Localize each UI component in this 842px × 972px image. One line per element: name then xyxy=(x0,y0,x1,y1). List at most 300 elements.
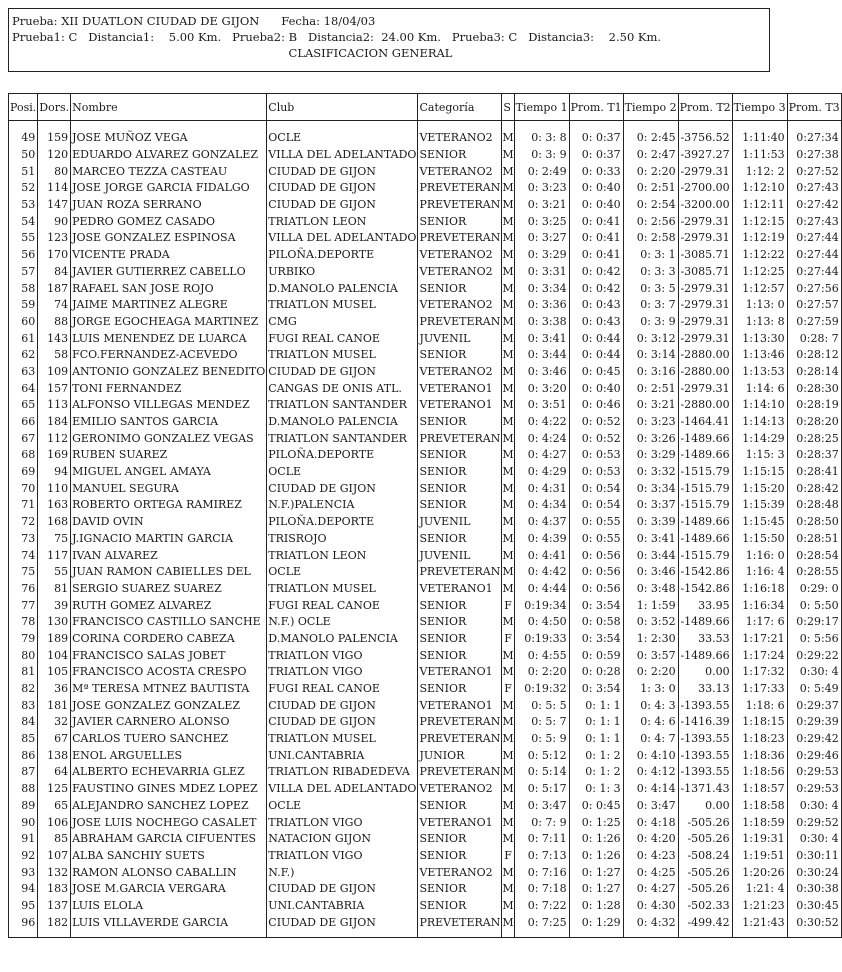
cell-club: TRIATLON VIGO xyxy=(267,664,418,681)
cell-avg1: 0: 1: 3 xyxy=(569,781,623,798)
end-cell xyxy=(418,931,502,938)
cell-name: ALFONSO VILLEGAS MENDEZ xyxy=(71,397,267,414)
cell-club: D.MANOLO PALENCIA xyxy=(267,280,418,297)
race-header xyxy=(8,8,770,72)
table-row xyxy=(9,497,842,514)
cell-club: D.MANOLO PALENCIA xyxy=(267,631,418,648)
cell-club: D.MANOLO PALENCIA xyxy=(267,414,418,431)
cell-time1: 0: 3:29 xyxy=(514,247,569,264)
end-cell xyxy=(569,931,623,938)
cell-sex: M xyxy=(502,514,514,531)
cell-avg2: -502.33 xyxy=(678,898,732,915)
cell-avg1: 0: 0:40 xyxy=(569,380,623,397)
cell-time1: 0: 4:41 xyxy=(514,547,569,564)
cell-avg2: -499.42 xyxy=(678,914,732,931)
cell-avg3: 0:27:43 xyxy=(787,213,841,230)
cell-club: CIUDAD DE GIJON xyxy=(267,180,418,197)
cell-position: 83 xyxy=(9,697,38,714)
race-title-line: Prueba: XII DUATLON CIUDAD DE GIJON Fecha: 18/04/03 xyxy=(12,14,376,28)
cell-sex: M xyxy=(502,397,514,414)
cell-category: VETERANO1 xyxy=(418,814,502,831)
cell-name: JAIME MARTINEZ ALEGRE xyxy=(71,297,267,314)
cell-sex: M xyxy=(502,163,514,180)
cell-sex: M xyxy=(502,814,514,831)
spacer-cell xyxy=(71,121,267,131)
cell-club: VILLA DEL ADELANTADO xyxy=(267,147,418,164)
cell-name: J.IGNACIO MARTIN GARCIA xyxy=(71,531,267,548)
table-row xyxy=(9,230,842,247)
cell-name: JUAN RAMON CABIELLES DEL xyxy=(71,564,267,581)
cell-time3: 1:16:18 xyxy=(732,581,787,598)
cell-club: CIUDAD DE GIJON xyxy=(267,914,418,931)
cell-avg2: -1515.79 xyxy=(678,497,732,514)
cell-time1: 0: 3:38 xyxy=(514,314,569,331)
cell-time3: 1:12:11 xyxy=(732,197,787,214)
cell-name: CORINA CORDERO CABEZA xyxy=(71,631,267,648)
cell-avg1: 0: 0:33 xyxy=(569,163,623,180)
cell-avg2: -505.26 xyxy=(678,831,732,848)
cell-avg2: -2979.31 xyxy=(678,213,732,230)
cell-avg3: 0:28:19 xyxy=(787,397,841,414)
table-row xyxy=(9,547,842,564)
cell-avg1: 0: 0:56 xyxy=(569,564,623,581)
cell-sex: M xyxy=(502,430,514,447)
cell-time1: 0: 2:20 xyxy=(514,664,569,681)
cell-bib: 85 xyxy=(38,831,71,848)
cell-sex: M xyxy=(502,798,514,815)
cell-bib: 183 xyxy=(38,881,71,898)
table-row xyxy=(9,781,842,798)
cell-category: PREVETERAN xyxy=(418,180,502,197)
table-row xyxy=(9,564,842,581)
spacer-cell xyxy=(514,121,569,131)
cell-avg3: 0:30:52 xyxy=(787,914,841,931)
cell-bib: 187 xyxy=(38,280,71,297)
cell-time3: 1:14:13 xyxy=(732,414,787,431)
cell-name: GERONIMO GONZALEZ VEGAS xyxy=(71,430,267,447)
cell-club: N.F.) OCLE xyxy=(267,614,418,631)
end-cell xyxy=(787,931,841,938)
cell-position: 49 xyxy=(9,130,38,147)
table-row xyxy=(9,597,842,614)
cell-name: CARLOS TUERO SANCHEZ xyxy=(71,731,267,748)
cell-time2: 0: 2:51 xyxy=(623,380,678,397)
cell-avg3: 0:28: 7 xyxy=(787,330,841,347)
cell-position: 89 xyxy=(9,798,38,815)
cell-time2: 0: 4:14 xyxy=(623,781,678,798)
cell-sex: M xyxy=(502,280,514,297)
cell-avg2: -1489.66 xyxy=(678,614,732,631)
cell-time1: 0: 4:39 xyxy=(514,531,569,548)
cell-avg2: -1515.79 xyxy=(678,464,732,481)
cell-time3: 1:12:22 xyxy=(732,247,787,264)
table-row xyxy=(9,731,842,748)
cell-time3: 1:21:23 xyxy=(732,898,787,915)
cell-name: LUIS MENENDEZ DE LUARCA xyxy=(71,330,267,347)
table-row xyxy=(9,130,842,147)
cell-club: CANGAS DE ONIS ATL. xyxy=(267,380,418,397)
cell-avg1: 0: 1: 1 xyxy=(569,731,623,748)
cell-avg3: 0:30:45 xyxy=(787,898,841,915)
cell-category: VETERANO2 xyxy=(418,864,502,881)
cell-avg1: 0: 1: 1 xyxy=(569,697,623,714)
cell-avg1: 0: 0:41 xyxy=(569,247,623,264)
cell-bib: 32 xyxy=(38,714,71,731)
cell-avg2: -1489.66 xyxy=(678,514,732,531)
spacer-row xyxy=(9,121,842,131)
cell-time3: 1:14:29 xyxy=(732,430,787,447)
table-row xyxy=(9,197,842,214)
cell-avg3: 0:29:39 xyxy=(787,714,841,731)
cell-club: N.F.)PALENCIA xyxy=(267,497,418,514)
cell-club: TRIATLON MUSEL xyxy=(267,297,418,314)
cell-avg1: 0: 1:25 xyxy=(569,814,623,831)
cell-name: FAUSTINO GINES MDEZ LOPEZ xyxy=(71,781,267,798)
cell-category: SENIOR xyxy=(418,147,502,164)
cell-name: MIGUEL ANGEL AMAYA xyxy=(71,464,267,481)
cell-time2: 0: 4: 6 xyxy=(623,714,678,731)
table-row xyxy=(9,614,842,631)
spacer-cell xyxy=(502,121,514,131)
cell-time1: 0: 7: 9 xyxy=(514,814,569,831)
cell-time2: 0: 3:16 xyxy=(623,364,678,381)
cell-sex: M xyxy=(502,297,514,314)
cell-time2: 0: 3:12 xyxy=(623,330,678,347)
table-row xyxy=(9,814,842,831)
cell-sex: M xyxy=(502,130,514,147)
cell-name: VICENTE PRADA xyxy=(71,247,267,264)
cell-position: 63 xyxy=(9,364,38,381)
cell-club: OCLE xyxy=(267,798,418,815)
cell-bib: 75 xyxy=(38,531,71,548)
cell-club: PILOÑA.DEPORTE xyxy=(267,447,418,464)
column-header-avg1: Prom. T1 xyxy=(569,94,623,121)
cell-category: SENIOR xyxy=(418,597,502,614)
cell-bib: 81 xyxy=(38,581,71,598)
cell-bib: 168 xyxy=(38,514,71,531)
table-row xyxy=(9,314,842,331)
cell-time2: 0: 3:32 xyxy=(623,464,678,481)
cell-time1: 0: 3:47 xyxy=(514,798,569,815)
cell-avg2: -3200.00 xyxy=(678,197,732,214)
cell-time1: 0: 3:23 xyxy=(514,180,569,197)
cell-sex: M xyxy=(502,230,514,247)
cell-time1: 0: 3:27 xyxy=(514,230,569,247)
cell-category: SENIOR xyxy=(418,631,502,648)
cell-time1: 0: 4:34 xyxy=(514,497,569,514)
cell-bib: 170 xyxy=(38,247,71,264)
cell-time1: 0: 4:55 xyxy=(514,647,569,664)
cell-avg3: 0:30:11 xyxy=(787,848,841,865)
race-distances-line: Prueba1: C Distancia1: 5.00 Km. Prueba2: B Distancia2: 24.00 Km. Prueba3: C Distancia3: 2.50 Km. xyxy=(12,30,662,44)
cell-category: SENIOR xyxy=(418,848,502,865)
cell-avg3: 0: 5:50 xyxy=(787,597,841,614)
cell-sex: M xyxy=(502,697,514,714)
cell-avg2: -2979.31 xyxy=(678,330,732,347)
cell-bib: 189 xyxy=(38,631,71,648)
cell-avg2: -1489.66 xyxy=(678,647,732,664)
cell-bib: 64 xyxy=(38,764,71,781)
cell-avg1: 0: 0:42 xyxy=(569,264,623,281)
end-cell xyxy=(623,931,678,938)
spacer-cell xyxy=(787,121,841,131)
cell-avg3: 0:27:44 xyxy=(787,247,841,264)
table-row xyxy=(9,264,842,281)
column-header-bib: Dors. xyxy=(38,94,71,121)
cell-club: CIUDAD DE GIJON xyxy=(267,697,418,714)
cell-category: PREVETERAN xyxy=(418,731,502,748)
cell-name: PEDRO GOMEZ CASADO xyxy=(71,213,267,230)
cell-sex: M xyxy=(502,864,514,881)
column-header-time1: Tiempo 1 xyxy=(514,94,569,121)
cell-time3: 1:18:36 xyxy=(732,747,787,764)
cell-name: JOSE GONZALEZ ESPINOSA xyxy=(71,230,267,247)
cell-time1: 0:19:32 xyxy=(514,681,569,698)
cell-time1: 0: 5:12 xyxy=(514,747,569,764)
cell-club: TRIATLON MUSEL xyxy=(267,731,418,748)
cell-club: NATACION GIJON xyxy=(267,831,418,848)
cell-club: URBIKO xyxy=(267,264,418,281)
cell-avg3: 0:30:38 xyxy=(787,881,841,898)
cell-position: 94 xyxy=(9,881,38,898)
cell-position: 88 xyxy=(9,781,38,798)
cell-name: JAVIER GUTIERREZ CABELLO xyxy=(71,264,267,281)
cell-sex: M xyxy=(502,364,514,381)
cell-avg3: 0:29:53 xyxy=(787,781,841,798)
cell-category: SENIOR xyxy=(418,213,502,230)
cell-sex: M xyxy=(502,764,514,781)
classification-title: CLASIFICACION GENERAL xyxy=(288,46,453,60)
table-row xyxy=(9,914,842,931)
cell-club: CIUDAD DE GIJON xyxy=(267,480,418,497)
cell-avg2: -2700.00 xyxy=(678,180,732,197)
cell-category: VETERANO2 xyxy=(418,130,502,147)
cell-time2: 0: 3: 9 xyxy=(623,314,678,331)
cell-sex: M xyxy=(502,914,514,931)
cell-time1: 0: 4:50 xyxy=(514,614,569,631)
cell-bib: 123 xyxy=(38,230,71,247)
cell-time2: 0: 3:57 xyxy=(623,647,678,664)
cell-avg3: 0:28:37 xyxy=(787,447,841,464)
cell-time1: 0: 7:25 xyxy=(514,914,569,931)
cell-time1: 0: 7:16 xyxy=(514,864,569,881)
cell-avg3: 0:27:44 xyxy=(787,264,841,281)
spacer-cell xyxy=(732,121,787,131)
cell-time2: 0: 2:56 xyxy=(623,213,678,230)
cell-sex: M xyxy=(502,213,514,230)
cell-avg1: 0: 1: 2 xyxy=(569,747,623,764)
cell-club: VILLA DEL ADELANTADO xyxy=(267,230,418,247)
cell-bib: 36 xyxy=(38,681,71,698)
cell-position: 85 xyxy=(9,731,38,748)
cell-time3: 1:19:31 xyxy=(732,831,787,848)
cell-category: SENIOR xyxy=(418,647,502,664)
spacer-cell xyxy=(418,121,502,131)
cell-avg2: -505.26 xyxy=(678,881,732,898)
table-row xyxy=(9,414,842,431)
cell-sex: M xyxy=(502,831,514,848)
cell-category: VETERANO2 xyxy=(418,247,502,264)
cell-sex: M xyxy=(502,664,514,681)
cell-avg1: 0: 0:42 xyxy=(569,280,623,297)
cell-avg1: 0: 1:26 xyxy=(569,831,623,848)
cell-time2: 0: 4:27 xyxy=(623,881,678,898)
cell-avg2: -2979.31 xyxy=(678,380,732,397)
cell-avg3: 0:29: 0 xyxy=(787,581,841,598)
cell-time2: 0: 2:20 xyxy=(623,163,678,180)
cell-bib: 125 xyxy=(38,781,71,798)
cell-time3: 1:15: 3 xyxy=(732,447,787,464)
cell-position: 56 xyxy=(9,247,38,264)
cell-sex: M xyxy=(502,197,514,214)
cell-sex: M xyxy=(502,781,514,798)
cell-avg2: -1393.55 xyxy=(678,697,732,714)
cell-position: 69 xyxy=(9,464,38,481)
cell-name: RUBEN SUAREZ xyxy=(71,447,267,464)
cell-time2: 0: 3: 5 xyxy=(623,280,678,297)
cell-time3: 1:12:10 xyxy=(732,180,787,197)
cell-sex: M xyxy=(502,380,514,397)
table-row xyxy=(9,798,842,815)
cell-sex: F xyxy=(502,631,514,648)
cell-club: CIUDAD DE GIJON xyxy=(267,197,418,214)
cell-time1: 0: 5: 5 xyxy=(514,697,569,714)
cell-time2: 0: 2:45 xyxy=(623,130,678,147)
table-row xyxy=(9,447,842,464)
cell-position: 87 xyxy=(9,764,38,781)
column-header-position: Posi. xyxy=(9,94,38,121)
cell-sex: M xyxy=(502,614,514,631)
cell-time3: 1:13:53 xyxy=(732,364,787,381)
cell-time1: 0: 7:18 xyxy=(514,881,569,898)
cell-name: JOSE JORGE GARCIA FIDALGO xyxy=(71,180,267,197)
cell-sex: M xyxy=(502,247,514,264)
cell-time1: 0: 3:21 xyxy=(514,197,569,214)
cell-sex: M xyxy=(502,581,514,598)
cell-sex: M xyxy=(502,647,514,664)
cell-sex: F xyxy=(502,848,514,865)
table-row xyxy=(9,531,842,548)
cell-avg2: -1416.39 xyxy=(678,714,732,731)
cell-bib: 169 xyxy=(38,447,71,464)
table-row xyxy=(9,647,842,664)
cell-avg3: 0:27:34 xyxy=(787,130,841,147)
cell-avg3: 0:27:57 xyxy=(787,297,841,314)
cell-time1: 0: 4:22 xyxy=(514,414,569,431)
cell-name: EDUARDO ALVAREZ GONZALEZ xyxy=(71,147,267,164)
cell-position: 90 xyxy=(9,814,38,831)
cell-time1: 0: 4:24 xyxy=(514,430,569,447)
cell-time3: 1:15:45 xyxy=(732,514,787,531)
cell-club: PILOÑA.DEPORTE xyxy=(267,514,418,531)
cell-position: 57 xyxy=(9,264,38,281)
cell-avg2: -2979.31 xyxy=(678,163,732,180)
cell-category: SENIOR xyxy=(418,681,502,698)
table-row xyxy=(9,364,842,381)
cell-avg3: 0:29:53 xyxy=(787,764,841,781)
column-header-sex: S xyxy=(502,94,514,121)
cell-bib: 184 xyxy=(38,414,71,431)
cell-avg2: -1489.66 xyxy=(678,531,732,548)
cell-bib: 106 xyxy=(38,814,71,831)
cell-name: MANUEL SEGURA xyxy=(71,480,267,497)
cell-avg1: 0: 0:56 xyxy=(569,547,623,564)
cell-avg1: 0: 1: 1 xyxy=(569,714,623,731)
cell-avg1: 0: 0:41 xyxy=(569,230,623,247)
cell-time2: 0: 3:44 xyxy=(623,547,678,564)
cell-category: PREVETERAN xyxy=(418,764,502,781)
cell-time1: 0: 7:22 xyxy=(514,898,569,915)
cell-club: TRIATLON VIGO xyxy=(267,647,418,664)
cell-sex: M xyxy=(502,447,514,464)
table-row xyxy=(9,380,842,397)
cell-category: VETERANO1 xyxy=(418,380,502,397)
cell-avg2: -3927.27 xyxy=(678,147,732,164)
cell-avg2: -2880.00 xyxy=(678,397,732,414)
table-body xyxy=(9,121,842,938)
cell-avg3: 0:29:37 xyxy=(787,697,841,714)
cell-time3: 1:13: 0 xyxy=(732,297,787,314)
cell-category: VETERANO2 xyxy=(418,264,502,281)
cell-time2: 1: 3: 0 xyxy=(623,681,678,698)
table-row xyxy=(9,163,842,180)
cell-avg1: 0: 0:40 xyxy=(569,197,623,214)
cell-bib: 130 xyxy=(38,614,71,631)
cell-time2: 0: 2:51 xyxy=(623,180,678,197)
cell-avg2: -1542.86 xyxy=(678,564,732,581)
cell-category: JUNIOR xyxy=(418,747,502,764)
cell-club: VILLA DEL ADELANTADO xyxy=(267,781,418,798)
cell-club: PILOÑA.DEPORTE xyxy=(267,247,418,264)
cell-category: SENIOR xyxy=(418,480,502,497)
cell-category: PREVETERAN xyxy=(418,314,502,331)
cell-avg2: -2880.00 xyxy=(678,364,732,381)
cell-time2: 0: 4: 7 xyxy=(623,731,678,748)
cell-time3: 1:21: 4 xyxy=(732,881,787,898)
cell-category: PREVETERAN xyxy=(418,197,502,214)
cell-time2: 0: 3:14 xyxy=(623,347,678,364)
cell-category: VETERANO2 xyxy=(418,364,502,381)
cell-position: 95 xyxy=(9,898,38,915)
cell-bib: 88 xyxy=(38,314,71,331)
cell-time3: 1:18:23 xyxy=(732,731,787,748)
cell-position: 62 xyxy=(9,347,38,364)
cell-avg3: 0:28:55 xyxy=(787,564,841,581)
cell-position: 53 xyxy=(9,197,38,214)
cell-club: TRIATLON MUSEL xyxy=(267,581,418,598)
cell-position: 81 xyxy=(9,664,38,681)
cell-avg2: -505.26 xyxy=(678,864,732,881)
cell-sex: M xyxy=(502,347,514,364)
cell-name: ENOL ARGUELLES xyxy=(71,747,267,764)
cell-category: VETERANO2 xyxy=(418,163,502,180)
cell-time1: 0: 3:20 xyxy=(514,380,569,397)
cell-avg1: 0: 0:52 xyxy=(569,414,623,431)
cell-time1: 0: 5: 9 xyxy=(514,731,569,748)
cell-avg3: 0:27:52 xyxy=(787,163,841,180)
cell-name: JOSE GONZALEZ GONZALEZ xyxy=(71,697,267,714)
cell-category: JUVENIL xyxy=(418,514,502,531)
spacer-cell xyxy=(678,121,732,131)
cell-category: VETERANO1 xyxy=(418,697,502,714)
cell-club: UNI.CANTABRIA xyxy=(267,898,418,915)
cell-sex: M xyxy=(502,480,514,497)
cell-time1: 0: 4:27 xyxy=(514,447,569,464)
cell-avg1: 0: 0:46 xyxy=(569,397,623,414)
column-header-avg2: Prom. T2 xyxy=(678,94,732,121)
cell-position: 60 xyxy=(9,314,38,331)
cell-position: 76 xyxy=(9,581,38,598)
